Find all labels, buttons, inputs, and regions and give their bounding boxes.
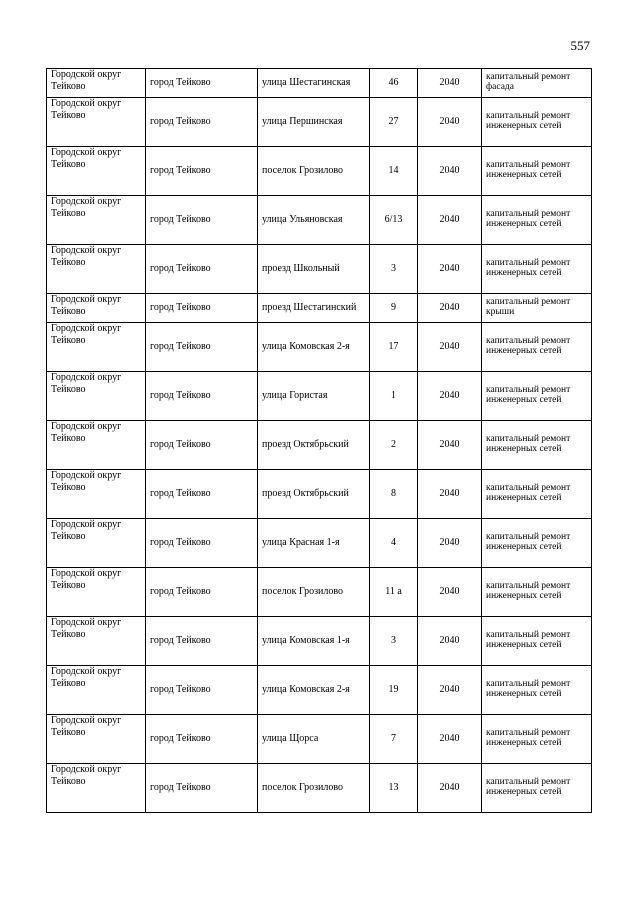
city-cell: город Тейково bbox=[146, 196, 258, 245]
year-cell: 2040 bbox=[418, 470, 482, 519]
work-type-cell: капитальный ремонт инженерных сетей bbox=[482, 519, 592, 568]
table-row bbox=[47, 147, 592, 196]
house-number-cell: 3 bbox=[370, 617, 418, 666]
year-cell: 2040 bbox=[418, 617, 482, 666]
street-cell: проезд Октябрьский bbox=[258, 421, 370, 470]
house-number-cell: 19 bbox=[370, 666, 418, 715]
street-cell: улица Гористая bbox=[258, 372, 370, 421]
table-row bbox=[47, 98, 592, 147]
street-cell: улица Красная 1-я bbox=[258, 519, 370, 568]
year-cell: 2040 bbox=[418, 294, 482, 323]
municipal-district-cell: Городской округ Тейково bbox=[47, 294, 146, 323]
year-cell: 2040 bbox=[418, 245, 482, 294]
city-cell: город Тейково bbox=[146, 69, 258, 98]
page-number: 557 bbox=[570, 38, 590, 53]
municipal-district-cell: Городской округ Тейково bbox=[47, 617, 146, 666]
municipal-district-cell: Городской округ Тейково bbox=[47, 421, 146, 470]
work-type-cell: капитальный ремонт инженерных сетей bbox=[482, 323, 592, 372]
table-row bbox=[47, 372, 592, 421]
city-cell: город Тейково bbox=[146, 421, 258, 470]
work-type-cell: капитальный ремонт крыши bbox=[482, 294, 592, 323]
city-cell: город Тейково bbox=[146, 294, 258, 323]
table-body bbox=[47, 69, 592, 813]
table-row bbox=[47, 245, 592, 294]
table-row bbox=[47, 568, 592, 617]
street-cell: проезд Шестагинский bbox=[258, 294, 370, 323]
street-cell: поселок Грозилово bbox=[258, 147, 370, 196]
work-type-cell: капитальный ремонт инженерных сетей bbox=[482, 245, 592, 294]
house-number-cell: 46 bbox=[370, 69, 418, 98]
work-type-cell: капитальный ремонт инженерных сетей bbox=[482, 666, 592, 715]
city-cell: город Тейково bbox=[146, 617, 258, 666]
table-row bbox=[47, 715, 592, 764]
table-row bbox=[47, 617, 592, 666]
city-cell: город Тейково bbox=[146, 568, 258, 617]
street-cell: улица Першинская bbox=[258, 98, 370, 147]
city-cell: город Тейково bbox=[146, 372, 258, 421]
house-number-cell: 1 bbox=[370, 372, 418, 421]
street-cell: улица Шестагинская bbox=[258, 69, 370, 98]
street-cell: проезд Школьный bbox=[258, 245, 370, 294]
table-row bbox=[47, 294, 592, 323]
street-cell: поселок Грозилово bbox=[258, 568, 370, 617]
municipal-district-cell: Городской округ Тейково bbox=[47, 715, 146, 764]
year-cell: 2040 bbox=[418, 519, 482, 568]
city-cell: город Тейково bbox=[146, 764, 258, 813]
work-type-cell: капитальный ремонт инженерных сетей bbox=[482, 715, 592, 764]
housing-repair-table bbox=[46, 68, 592, 813]
municipal-district-cell: Городской округ Тейково bbox=[47, 196, 146, 245]
house-number-cell: 7 bbox=[370, 715, 418, 764]
year-cell: 2040 bbox=[418, 715, 482, 764]
table-row bbox=[47, 519, 592, 568]
municipal-district-cell: Городской округ Тейково bbox=[47, 470, 146, 519]
table-row bbox=[47, 323, 592, 372]
house-number-cell: 11 а bbox=[370, 568, 418, 617]
house-number-cell: 3 bbox=[370, 245, 418, 294]
table-row bbox=[47, 470, 592, 519]
year-cell: 2040 bbox=[418, 372, 482, 421]
city-cell: город Тейково bbox=[146, 666, 258, 715]
house-number-cell: 9 bbox=[370, 294, 418, 323]
house-number-cell: 4 bbox=[370, 519, 418, 568]
street-cell: улица Комовская 1-я bbox=[258, 617, 370, 666]
house-number-cell: 2 bbox=[370, 421, 418, 470]
work-type-cell: капитальный ремонт инженерных сетей bbox=[482, 147, 592, 196]
city-cell: город Тейково bbox=[146, 715, 258, 764]
year-cell: 2040 bbox=[418, 323, 482, 372]
table-row bbox=[47, 196, 592, 245]
municipal-district-cell: Городской округ Тейково bbox=[47, 69, 146, 98]
house-number-cell: 27 bbox=[370, 98, 418, 147]
street-cell: улица Ульяновская bbox=[258, 196, 370, 245]
street-cell: улица Щорса bbox=[258, 715, 370, 764]
year-cell: 2040 bbox=[418, 69, 482, 98]
municipal-district-cell: Городской округ Тейково bbox=[47, 372, 146, 421]
year-cell: 2040 bbox=[418, 764, 482, 813]
house-number-cell: 8 bbox=[370, 470, 418, 519]
city-cell: город Тейково bbox=[146, 98, 258, 147]
table-row bbox=[47, 666, 592, 715]
work-type-cell: капитальный ремонт инженерных сетей bbox=[482, 617, 592, 666]
house-number-cell: 17 bbox=[370, 323, 418, 372]
city-cell: город Тейково bbox=[146, 323, 258, 372]
house-number-cell: 13 bbox=[370, 764, 418, 813]
city-cell: город Тейково bbox=[146, 245, 258, 294]
year-cell: 2040 bbox=[418, 421, 482, 470]
table-row bbox=[47, 421, 592, 470]
city-cell: город Тейково bbox=[146, 470, 258, 519]
work-type-cell: капитальный ремонт инженерных сетей bbox=[482, 568, 592, 617]
house-number-cell: 6/13 bbox=[370, 196, 418, 245]
street-cell: поселок Грозилово bbox=[258, 764, 370, 813]
house-number-cell: 14 bbox=[370, 147, 418, 196]
street-cell: улица Комовская 2-я bbox=[258, 323, 370, 372]
work-type-cell: капитальный ремонт инженерных сетей bbox=[482, 470, 592, 519]
municipal-district-cell: Городской округ Тейково bbox=[47, 98, 146, 147]
city-cell: город Тейково bbox=[146, 147, 258, 196]
municipal-district-cell: Городской округ Тейково bbox=[47, 568, 146, 617]
work-type-cell: капитальный ремонт инженерных сетей bbox=[482, 421, 592, 470]
year-cell: 2040 bbox=[418, 666, 482, 715]
municipal-district-cell: Городской округ Тейково bbox=[47, 323, 146, 372]
year-cell: 2040 bbox=[418, 147, 482, 196]
municipal-district-cell: Городской округ Тейково bbox=[47, 519, 146, 568]
work-type-cell: капитальный ремонт фасада bbox=[482, 69, 592, 98]
table-row bbox=[47, 69, 592, 98]
year-cell: 2040 bbox=[418, 568, 482, 617]
municipal-district-cell: Городской округ Тейково bbox=[47, 764, 146, 813]
city-cell: город Тейково bbox=[146, 519, 258, 568]
work-type-cell: капитальный ремонт инженерных сетей bbox=[482, 196, 592, 245]
work-type-cell: капитальный ремонт инженерных сетей bbox=[482, 764, 592, 813]
municipal-district-cell: Городской округ Тейково bbox=[47, 666, 146, 715]
street-cell: улица Комовская 2-я bbox=[258, 666, 370, 715]
municipal-district-cell: Городской округ Тейково bbox=[47, 147, 146, 196]
work-type-cell: капитальный ремонт инженерных сетей bbox=[482, 372, 592, 421]
street-cell: проезд Октябрьский bbox=[258, 470, 370, 519]
table-row bbox=[47, 764, 592, 813]
year-cell: 2040 bbox=[418, 196, 482, 245]
work-type-cell: капитальный ремонт инженерных сетей bbox=[482, 98, 592, 147]
municipal-district-cell: Городской округ Тейково bbox=[47, 245, 146, 294]
year-cell: 2040 bbox=[418, 98, 482, 147]
